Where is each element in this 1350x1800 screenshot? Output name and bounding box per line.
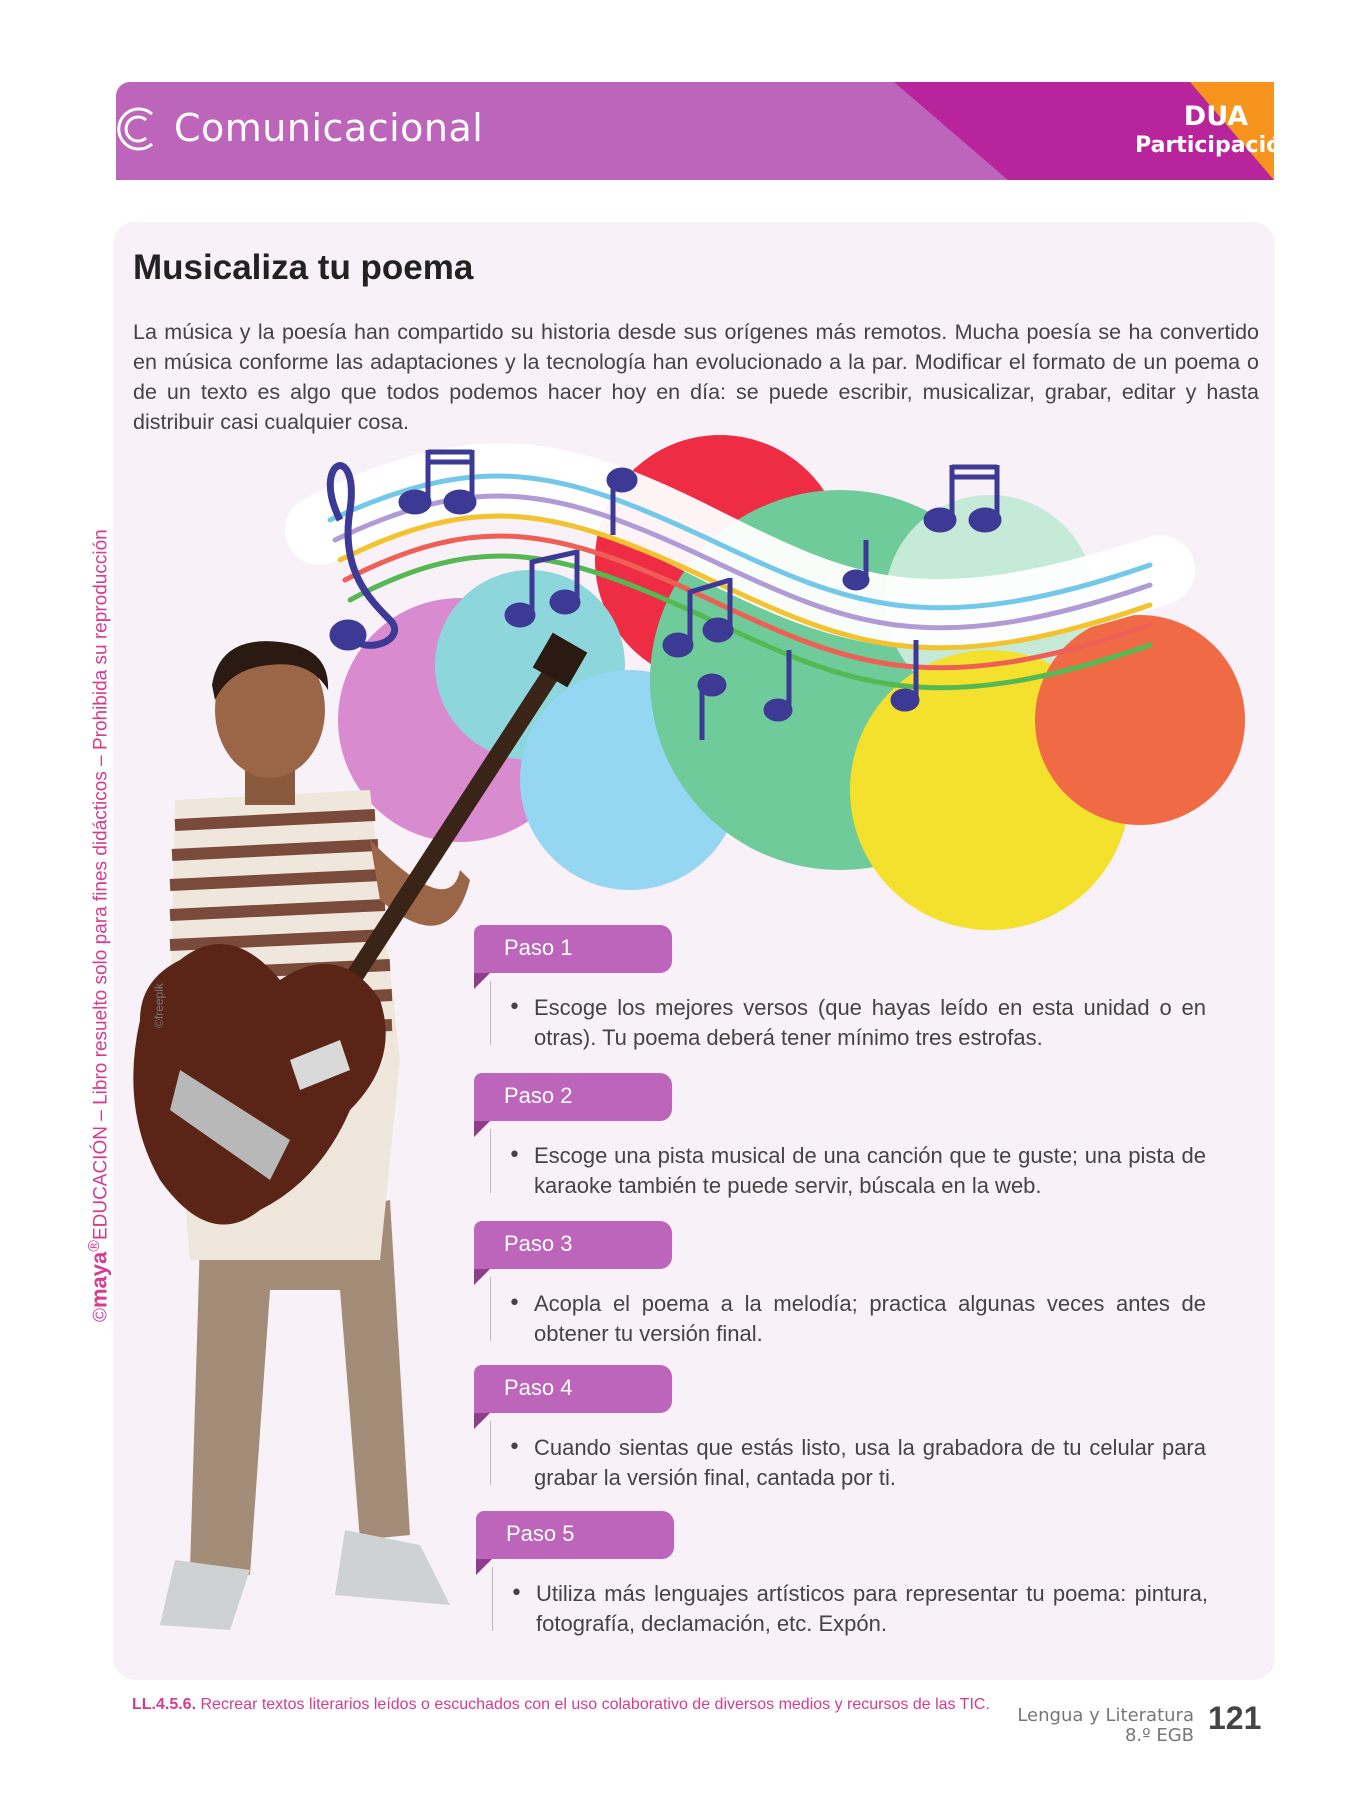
step-1-label: Paso 1	[504, 935, 573, 960]
step-3-tab	[474, 1221, 672, 1269]
step-5-tab	[476, 1511, 674, 1559]
step-connector	[490, 1421, 491, 1485]
subject-name: Lengua y Literatura	[1017, 1705, 1194, 1726]
comunicacional-c-icon	[116, 104, 158, 154]
step-connector	[490, 1277, 491, 1341]
bullet-icon: •	[508, 1291, 521, 1316]
step-4-tab	[474, 1365, 672, 1413]
step-4-label: Paso 4	[504, 1375, 573, 1400]
dua-badge	[1116, 102, 1316, 160]
step-1-tab	[474, 925, 672, 973]
activity-intro: La música y la poesía han compartido su historia desde sus orígenes más remotos. Mucha poesía se ha convertido en música conforme las adaptaciones y la tecnología han evolucionado a la par. Modificar el formato de un poema o de un texto es algo que todos podemos hacer hoy en día: se puede escribir, musicalizar, grabar, editar y hasta distribuir casi cualquier cosa.	[133, 320, 1259, 434]
step-2-text: Escoge una pista musical de una canción que te guste; una pista de karaoke también te puede servir, búscala en la web.	[534, 1143, 1206, 1198]
participation-label: Participación	[1135, 133, 1297, 158]
step-3-label: Paso 3	[504, 1231, 573, 1256]
section-header	[116, 82, 1297, 180]
dua-label: DUA	[1183, 101, 1249, 132]
copyright-text: EDUCACIÓN – Libro resuelto solo para fines didácticos – Prohibida su reproducción	[90, 529, 112, 1241]
grade-level: 8.º EGB	[1124, 1725, 1194, 1746]
copyright-notice	[86, 529, 112, 1322]
bullet-icon: •	[510, 1581, 523, 1606]
section-title: Comunicacional	[174, 106, 484, 150]
skill-standard	[132, 1696, 990, 1714]
skill-code: LL.4.5.6.	[132, 1696, 197, 1713]
image-credit: ©freepik	[152, 983, 166, 1028]
registered-symbol: ®	[86, 1240, 103, 1252]
step-3-text: Acopla el poema a la melodía; practica algunas veces antes de obtener tu versión final.	[534, 1291, 1206, 1346]
subject-label	[1017, 1706, 1194, 1746]
copyright-symbol: ©	[90, 1308, 112, 1322]
step-connector	[490, 1129, 491, 1193]
step-5-text: Utiliza más lenguajes artísticos para representar tu poema: pintura, fotografía, declamación, etc. Expón.	[536, 1581, 1208, 1636]
step-connector	[492, 1567, 493, 1631]
bullet-icon: •	[508, 1435, 521, 1460]
step-1-text: Escoge los mejores versos (que hayas leído en esta unidad o en otras). Tu poema deberá tener mínimo tres estrofas.	[534, 995, 1206, 1050]
skill-description: Recrear textos literarios leídos o escuchados con el uso colaborativo de diversos medios y recursos de las TIC.	[200, 1696, 990, 1713]
bullet-icon: •	[508, 995, 521, 1020]
step-2-tab	[474, 1073, 672, 1121]
brand-name: maya	[86, 1251, 112, 1308]
step-connector	[490, 981, 491, 1045]
step-4-text: Cuando sientas que estás listo, usa la grabadora de tu celular para grabar la versión final, cantada por ti.	[534, 1435, 1206, 1490]
step-5-label: Paso 5	[506, 1521, 575, 1546]
page-number: 121	[1208, 1700, 1262, 1736]
activity-title: Musicaliza tu poema	[133, 248, 474, 287]
step-2-label: Paso 2	[504, 1083, 573, 1108]
bullet-icon: •	[508, 1143, 521, 1168]
